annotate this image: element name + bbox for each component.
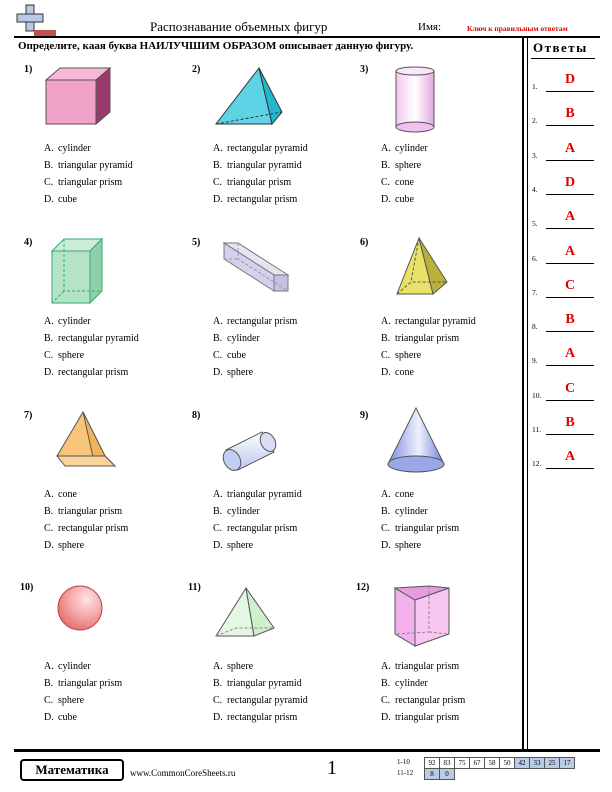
option-letter: D. — [213, 540, 223, 551]
answer-number: 1. — [532, 82, 538, 91]
answer-letter: D — [564, 174, 576, 190]
option-letter: D. — [44, 367, 54, 378]
answer-line — [546, 468, 594, 469]
option-text: sphere — [395, 350, 422, 361]
score-cell: 67 — [470, 758, 485, 769]
option-text: cone — [395, 489, 414, 500]
score-cell: 17 — [560, 758, 575, 769]
answer-option — [381, 191, 428, 208]
option-letter: D. — [381, 194, 391, 205]
question-number: 11) — [188, 582, 201, 593]
page-number: 1 — [327, 757, 337, 779]
option-text: rectangular prism — [58, 367, 129, 378]
question-options — [44, 658, 122, 726]
score-row-label: 11-12 — [397, 769, 414, 777]
answer-letter: D — [564, 72, 576, 87]
question-options — [213, 313, 297, 381]
option-text: cylinder — [395, 143, 428, 154]
question-number: 2) — [192, 64, 201, 75]
answer-line — [546, 331, 594, 332]
question-number: 3) — [360, 64, 369, 75]
option-letter: C. — [213, 350, 223, 361]
question-number: 9) — [360, 410, 369, 421]
answer-line — [546, 263, 594, 264]
option-text: cube — [58, 712, 77, 723]
answer-option — [44, 313, 139, 330]
answer-option — [213, 347, 297, 364]
score-cell: 75 — [455, 758, 470, 769]
question-options — [381, 658, 465, 726]
option-text: cylinder — [395, 506, 428, 517]
answer-option — [381, 520, 459, 537]
answer-option — [381, 503, 459, 520]
option-text: rectangular pyramid — [58, 333, 139, 344]
answer-letter: A — [564, 243, 576, 259]
answer-number: 12. — [532, 459, 542, 469]
answer-line — [546, 434, 594, 435]
answer-number: 2. — [532, 116, 538, 126]
option-letter: C. — [213, 177, 223, 188]
option-text: rectangular prism — [227, 316, 298, 327]
option-text: sphere — [58, 540, 85, 551]
answer-number: 4. — [532, 184, 538, 194]
score-cell: 83 — [440, 758, 455, 769]
answer-option — [381, 347, 476, 364]
footer-rule — [14, 749, 600, 752]
answer-option — [381, 658, 465, 675]
long-rectangular-prism-shape — [218, 241, 290, 301]
question-options — [44, 486, 128, 554]
question-options — [213, 658, 308, 726]
option-text: sphere — [227, 661, 254, 672]
option-text: cylinder — [395, 678, 428, 689]
option-letter: B. — [213, 333, 223, 344]
answer-letter: A — [564, 140, 576, 156]
header-rule — [14, 36, 600, 38]
option-text: triangular prism — [395, 333, 460, 344]
answer-number: 11. — [532, 425, 542, 434]
option-letter: D. — [213, 194, 223, 205]
cube-shape — [44, 66, 114, 128]
option-letter: A. — [381, 661, 391, 672]
option-letter: A. — [381, 489, 391, 500]
option-text: triangular prism — [227, 177, 292, 188]
answer-line — [546, 297, 594, 298]
answer-letter: A — [564, 209, 576, 225]
option-text: triangular pyramid — [227, 489, 302, 500]
answer-option — [213, 503, 302, 520]
option-letter: D. — [381, 712, 391, 723]
option-text: rectangular prism — [58, 523, 129, 534]
option-text: triangular prism — [395, 712, 460, 723]
option-letter: B. — [213, 506, 223, 517]
answer-line — [546, 125, 594, 126]
rectangular-pyramid-shape — [393, 236, 453, 300]
answer-option — [44, 191, 133, 208]
option-letter: B. — [213, 160, 223, 171]
option-letter: B. — [44, 333, 54, 344]
score-cell: 8 — [425, 769, 440, 780]
question-options — [381, 313, 476, 381]
option-letter: C. — [44, 523, 54, 534]
option-text: cylinder — [227, 506, 260, 517]
sphere-shape — [56, 584, 104, 632]
option-text: cylinder — [58, 661, 91, 672]
answer-option — [381, 692, 465, 709]
question-options — [213, 140, 308, 208]
question-number: 6) — [360, 237, 369, 248]
answer-option — [44, 157, 133, 174]
answer-key-label: Ключ к правильным ответам — [467, 24, 568, 33]
question-options — [213, 486, 302, 554]
answer-option — [381, 486, 459, 503]
option-text: rectangular prism — [227, 712, 298, 723]
answer-option — [44, 140, 133, 157]
score-cell: 92 — [425, 758, 440, 769]
answer-option — [213, 520, 302, 537]
answer-option — [213, 364, 297, 381]
option-text: cone — [395, 177, 414, 188]
option-text: cylinder — [58, 316, 91, 327]
option-letter: C. — [381, 177, 391, 188]
option-letter: C. — [213, 523, 223, 534]
answer-line — [546, 400, 594, 401]
name-label: Имя: — [418, 21, 442, 33]
answer-option — [213, 675, 308, 692]
answer-letter: A — [564, 449, 576, 465]
answer-option — [381, 364, 476, 381]
option-letter: C. — [44, 695, 54, 706]
option-text: triangular prism — [58, 506, 123, 517]
cylinder-shape — [393, 66, 437, 134]
question-options — [381, 140, 428, 208]
answer-option — [44, 174, 133, 191]
option-letter: C. — [44, 177, 54, 188]
answer-option — [44, 675, 122, 692]
answer-line — [546, 160, 594, 161]
answer-number: 10. — [532, 390, 542, 400]
answer-option — [44, 364, 139, 381]
question-number: 1) — [24, 64, 33, 75]
option-letter: D. — [381, 540, 391, 551]
option-letter: B. — [381, 678, 391, 689]
answer-option — [44, 709, 122, 726]
option-text: sphere — [227, 367, 254, 378]
cone-shape — [386, 406, 448, 474]
answer-column-divider — [522, 37, 524, 750]
option-letter: A. — [381, 316, 391, 327]
question-number: 7) — [24, 410, 33, 421]
answers-title: Ответы — [533, 40, 588, 55]
answer-number: 9. — [532, 356, 538, 366]
question-number: 10) — [20, 582, 34, 593]
question-options — [44, 140, 133, 208]
answer-column-divider-right — [527, 37, 528, 750]
option-text: triangular pyramid — [227, 160, 302, 171]
score-cell: 58 — [485, 758, 500, 769]
brand-badge: Математика — [20, 759, 124, 781]
option-text: cone — [395, 367, 414, 378]
option-letter: C. — [44, 350, 54, 361]
option-text: cube — [395, 194, 414, 205]
answer-option — [381, 330, 476, 347]
answer-line — [546, 228, 594, 229]
score-cell: 33 — [530, 758, 545, 769]
option-text: rectangular prism — [227, 194, 298, 205]
option-letter: A. — [44, 316, 54, 327]
answer-option — [44, 692, 122, 709]
answer-number: 6. — [532, 253, 538, 263]
answer-option — [213, 313, 297, 330]
option-text: triangular pyramid — [227, 678, 302, 689]
answer-letter: B — [565, 106, 575, 122]
worksheet-title: Распознавание объемных фигур — [150, 19, 328, 34]
option-letter: D. — [213, 367, 223, 378]
answers-title-underline — [531, 58, 595, 59]
magenta-triangular-prism-shape — [393, 584, 453, 648]
option-letter: D. — [381, 367, 391, 378]
answer-option — [44, 330, 139, 347]
score-row-label: 1-10 — [397, 758, 410, 766]
question-number: 12) — [356, 582, 370, 593]
site-url: www.CommonCoreSheets.ru — [130, 768, 236, 778]
answer-letter: C — [564, 380, 576, 396]
answer-option — [213, 692, 308, 709]
answer-option — [213, 140, 308, 157]
light-green-pyramid-shape — [214, 586, 278, 644]
score-row — [424, 768, 455, 780]
option-text: rectangular prism — [227, 523, 298, 534]
question-number: 8) — [192, 410, 201, 421]
answer-option — [213, 174, 308, 191]
option-text: sphere — [58, 695, 85, 706]
score-cell: 50 — [500, 758, 515, 769]
option-letter: A. — [213, 661, 223, 672]
option-letter: D. — [44, 540, 54, 551]
option-letter: D. — [44, 194, 54, 205]
answer-option — [213, 709, 308, 726]
option-letter: D. — [44, 712, 54, 723]
answer-line — [546, 365, 594, 366]
option-letter: A. — [44, 143, 54, 154]
question-number: 5) — [192, 237, 201, 248]
option-text: triangular prism — [395, 661, 460, 672]
option-letter: A. — [213, 489, 223, 500]
option-text: cube — [58, 194, 77, 205]
answer-option — [44, 537, 128, 554]
option-letter: A. — [381, 143, 391, 154]
answer-number: 8. — [532, 322, 538, 332]
rectangular-prism-shape — [50, 237, 106, 305]
option-letter: A. — [44, 661, 54, 672]
answer-option — [213, 191, 308, 208]
triangular-pyramid-shape — [214, 66, 286, 130]
answer-option — [213, 486, 302, 503]
answer-option — [213, 658, 308, 675]
option-letter: B. — [213, 678, 223, 689]
option-letter: C. — [381, 350, 391, 361]
answer-letter: C — [564, 277, 576, 293]
answer-number: 3. — [532, 150, 538, 160]
answer-option — [381, 675, 465, 692]
answer-letter: A — [564, 346, 576, 362]
answer-option — [381, 313, 476, 330]
answer-option — [213, 537, 302, 554]
option-letter: B. — [381, 506, 391, 517]
option-text: rectangular prism — [395, 695, 466, 706]
answer-option — [44, 347, 139, 364]
answer-option — [44, 658, 122, 675]
option-text: rectangular pyramid — [227, 143, 308, 154]
option-letter: C. — [381, 523, 391, 534]
option-letter: A. — [44, 489, 54, 500]
answer-line — [546, 91, 594, 92]
answer-option — [213, 157, 308, 174]
option-text: sphere — [395, 160, 422, 171]
option-letter: B. — [381, 160, 391, 171]
answer-option — [213, 330, 297, 347]
logo-icon — [14, 4, 56, 38]
triangular-prism-shape — [55, 410, 117, 470]
answer-number: 7. — [532, 287, 538, 297]
option-text: cylinder — [58, 143, 91, 154]
answer-option — [381, 157, 428, 174]
answer-option — [381, 174, 428, 191]
option-text: cylinder — [227, 333, 260, 344]
question-options — [44, 313, 139, 381]
horizontal-cylinder-shape — [216, 428, 278, 472]
option-letter: C. — [213, 695, 223, 706]
option-letter: B. — [44, 678, 54, 689]
option-letter: B. — [381, 333, 391, 344]
option-text: cube — [227, 350, 246, 361]
option-text: cone — [58, 489, 77, 500]
option-letter: A. — [213, 143, 223, 154]
question-number: 4) — [24, 237, 33, 248]
option-text: triangular pyramid — [58, 160, 133, 171]
answer-letter: B — [565, 415, 575, 430]
option-letter: B. — [44, 506, 54, 517]
option-text: sphere — [227, 540, 254, 551]
score-cell: 42 — [515, 758, 530, 769]
answer-letter: B — [565, 312, 575, 328]
option-text: triangular prism — [395, 523, 460, 534]
option-text: triangular prism — [58, 177, 123, 188]
score-cell: 0 — [440, 769, 455, 780]
option-letter: D. — [213, 712, 223, 723]
answer-option — [44, 503, 128, 520]
answer-option — [44, 520, 128, 537]
option-text: rectangular pyramid — [395, 316, 476, 327]
option-letter: A. — [213, 316, 223, 327]
instructions: Определите, кaая буква НАИЛУЧШИМ ОБРАЗОМ описывает данную фигуру. — [18, 40, 414, 52]
option-text: sphere — [395, 540, 422, 551]
question-options — [381, 486, 459, 554]
answer-option — [44, 486, 128, 503]
option-text: sphere — [58, 350, 85, 361]
option-letter: B. — [44, 160, 54, 171]
answer-option — [381, 709, 465, 726]
option-text: rectangular pyramid — [227, 695, 308, 706]
answer-line — [546, 194, 594, 195]
answer-option — [381, 140, 428, 157]
answer-number: 5. — [532, 219, 538, 229]
score-cell: 25 — [545, 758, 560, 769]
option-text: triangular prism — [58, 678, 123, 689]
option-letter: C. — [381, 695, 391, 706]
answer-option — [381, 537, 459, 554]
